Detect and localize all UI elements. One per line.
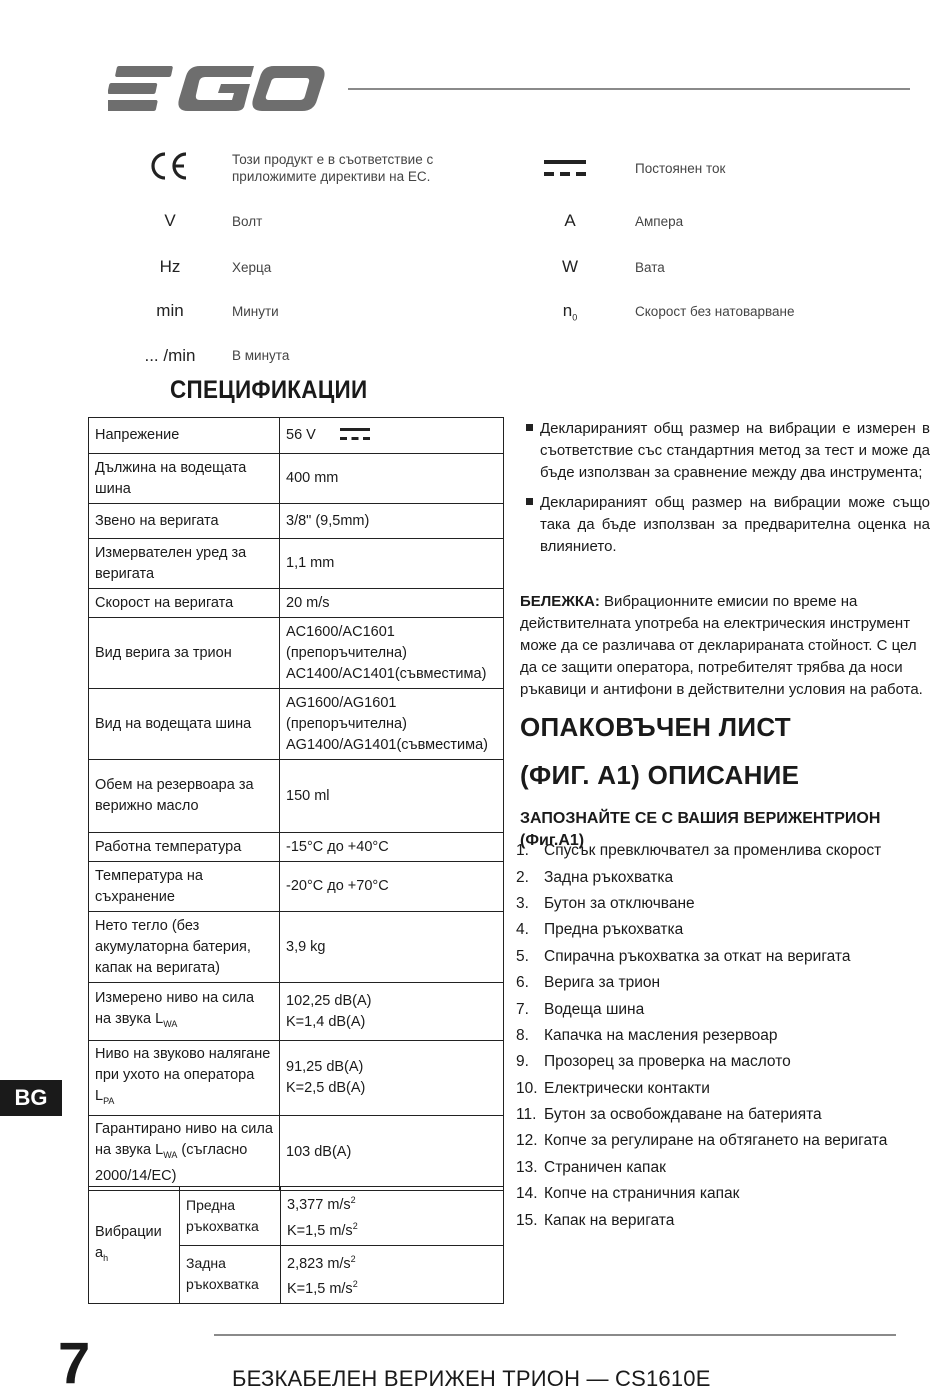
list-item-label: Предна ръкохватка xyxy=(544,921,684,939)
list-item xyxy=(516,1023,936,1049)
no-load-speed-symbol: $n_0$ xyxy=(562,301,578,323)
list-item-label: Бутон за отключване xyxy=(544,894,695,912)
description-title: (ФИГ. A1) ОПИСАНИЕ xyxy=(520,760,800,790)
note-paragraph xyxy=(520,591,930,701)
list-item-number: 9. xyxy=(516,1053,529,1071)
list-item-number: 7. xyxy=(516,1000,529,1018)
no-load-speed-description: Скорост без натоварване xyxy=(635,304,795,319)
list-item xyxy=(516,917,936,943)
list-item-number: 4. xyxy=(516,921,529,939)
bullet-item: Декларираният общ размер на вибрации може също така да бъде използван за предварителна оценка на влиянието. xyxy=(520,492,930,558)
vibration-position: Предна ръкохватка xyxy=(180,1187,281,1246)
table-row xyxy=(89,1115,504,1190)
know-your-chainsaw-title: ЗАПОЗНАЙТЕ СЕ С ВАШИЯ ВЕРИЖЕНТРИОН (Фиг.A1) xyxy=(520,810,881,849)
ego-logo xyxy=(108,62,328,116)
bullet-item: Декларираният общ размер на вибрации е измерен в съответствие със стандартния метод за тест и може да бъде използван за сравнение между два инструмента; xyxy=(520,418,930,484)
spec-value: AG1600/AG1601 (препоръчителна) AG1400/AG1401(съвместима) xyxy=(280,689,504,760)
table-row xyxy=(89,912,504,983)
spec-key: Звено на веригата xyxy=(89,504,280,539)
specifications-title: СПЕЦИФИКАЦИИ xyxy=(170,376,368,404)
list-item xyxy=(516,1207,936,1233)
spec-key: Вид на водещата шина xyxy=(89,689,280,760)
spec-value: -20°C до +70°C xyxy=(280,862,504,912)
list-item-number: 8. xyxy=(516,1026,529,1044)
list-item-number: 11. xyxy=(516,1106,537,1124)
spec-value: 150 ml xyxy=(280,760,504,833)
packing-list-title: ОПАКОВЪЧЕН ЛИСТ xyxy=(520,712,791,742)
list-item xyxy=(516,944,936,970)
table-row xyxy=(89,760,504,833)
spec-value: -15°C до +40°C xyxy=(280,833,504,862)
list-item-label: Прозорец за проверка на маслото xyxy=(544,1053,791,1071)
specifications-table xyxy=(88,417,504,1191)
vibration-bullets xyxy=(520,418,930,558)
spec-key: Измерено ниво на сила на звука $L_{WA}$ xyxy=(89,983,280,1041)
table-row xyxy=(89,539,504,589)
parts-list xyxy=(516,838,936,1234)
list-item xyxy=(516,1049,936,1075)
vibration-value: 2,823 $m/s^2$ K=1,5 $m/s^2$ xyxy=(281,1245,504,1304)
list-item xyxy=(516,1181,936,1207)
list-item-number: 6. xyxy=(516,974,529,992)
spec-key: Ниво на звуково налягане при ухото на оператора $L_{PA}$ xyxy=(89,1041,280,1116)
spec-value: 103 dB(A) xyxy=(280,1115,504,1190)
table-row xyxy=(89,589,504,618)
list-item-number: 14. xyxy=(516,1185,538,1203)
list-item-number: 13. xyxy=(516,1158,538,1176)
note-label: БЕЛЕЖКА: xyxy=(520,593,600,610)
spec-value: 400 mm xyxy=(280,454,504,504)
table-row xyxy=(89,689,504,760)
list-item-label: Страничен капак xyxy=(544,1158,666,1176)
table-row xyxy=(89,983,504,1041)
spec-key: Обем на резервоара за верижно масло xyxy=(89,760,280,833)
spec-value: 20 m/s xyxy=(280,589,504,618)
table-row xyxy=(89,862,504,912)
list-item-label: Верига за трион xyxy=(544,974,661,992)
hertz-description: Херца xyxy=(232,260,272,275)
spec-key: Скорост на веригата xyxy=(89,589,280,618)
hertz-symbol: Hz xyxy=(159,257,181,276)
ampere-description: Ампера xyxy=(635,214,684,229)
list-item-label: Капак на веригата xyxy=(544,1211,675,1229)
list-item xyxy=(516,864,936,890)
list-item xyxy=(516,1076,936,1102)
header-rule xyxy=(348,88,910,90)
list-item-number: 5. xyxy=(516,947,529,965)
list-item xyxy=(516,996,936,1022)
list-item xyxy=(516,891,936,917)
per-minute-description: В минута xyxy=(232,348,290,363)
spec-key: Дължина на водещата шина xyxy=(89,454,280,504)
note-text: Вибрационните емисии по време на действителната употреба на електрическия инструмент може да се различава от декларираната стойност. С цел да се защити оператора, потребителят трябва да носи ръкавици и антифони в действителни условия на работа. xyxy=(520,593,923,698)
spec-value: 1,1 mm xyxy=(280,539,504,589)
watt-symbol: W xyxy=(561,257,579,276)
table-row xyxy=(89,618,504,689)
spec-key: Нето тегло (без акумулаторна батерия, капак на веригата) xyxy=(89,912,280,983)
ampere-symbol: A xyxy=(564,211,576,230)
list-item-number: 12. xyxy=(516,1132,538,1150)
table-row xyxy=(89,1187,504,1246)
volt-symbol: V xyxy=(164,211,176,230)
minutes-description: Минути xyxy=(232,304,279,319)
page-number: 7 xyxy=(58,1331,91,1396)
per-minute-symbol: ... /min xyxy=(144,346,196,365)
spec-key: Измервателен уред за веригата xyxy=(89,539,280,589)
table-row xyxy=(89,418,504,454)
ce-description: Този продукт е в съответствие с приложимите директиви на ЕС. xyxy=(232,152,434,184)
language-badge: BG xyxy=(0,1080,62,1116)
list-item-label: Копче на страничния капак xyxy=(544,1185,740,1203)
spec-value: 91,25 dB(A) K=2,5 dB(A) xyxy=(280,1041,504,1116)
spec-value: 3/8" (9,5mm) xyxy=(280,504,504,539)
list-item-label: Спусък превключвател за променлива скорост xyxy=(544,842,882,860)
list-item-label: Спирачна ръкохватка за откат на веригата xyxy=(544,947,851,965)
minutes-symbol: min xyxy=(156,301,184,320)
vibration-table xyxy=(88,1186,504,1304)
list-item xyxy=(516,1102,936,1128)
list-item xyxy=(516,1155,936,1181)
table-row xyxy=(89,833,504,862)
list-item-number: 1. xyxy=(516,842,529,860)
list-item xyxy=(516,1128,936,1154)
list-item xyxy=(516,838,936,864)
spec-value: 56 V xyxy=(280,418,504,454)
list-item-label: Копче за регулиране на обтягането на веригата xyxy=(544,1132,888,1150)
footer-rule xyxy=(214,1334,896,1336)
watt-description: Вата xyxy=(635,260,665,275)
spec-value: 102,25 dB(A) K=1,4 dB(A) xyxy=(280,983,504,1041)
spec-value: AC1600/AC1601 (препоръчителна) AC1400/AC1401(съвместима) xyxy=(280,618,504,689)
spec-key: Температура на съхранение xyxy=(89,862,280,912)
spec-key: Вид верига за трион xyxy=(89,618,280,689)
vibration-value: 3,377 $m/s^2$ K=1,5 $m/s^2$ xyxy=(281,1187,504,1246)
ce-mark-icon xyxy=(148,150,192,182)
spec-key: Напрежение xyxy=(89,418,280,454)
list-item-label: Водеща шина xyxy=(544,1000,645,1018)
table-row xyxy=(89,454,504,504)
list-item-number: 15. xyxy=(516,1211,538,1229)
list-item-number: 3. xyxy=(516,894,529,912)
dc-description: Постоянен ток xyxy=(635,161,726,176)
list-item-label: Електрически контакти xyxy=(544,1079,710,1097)
table-row xyxy=(89,1041,504,1116)
vibration-label: Вибрации $a_h$ xyxy=(89,1187,180,1304)
direct-current-icon xyxy=(544,158,586,180)
list-item-label: Бутон за освобождаване на батерията xyxy=(544,1106,822,1124)
spec-key: Работна температура xyxy=(89,833,280,862)
list-item-number: 10. xyxy=(516,1079,538,1097)
spec-key: Гарантирано ниво на сила на звука $L_{WA}$ (съгласно 2000/14/ЕС) xyxy=(89,1115,280,1190)
vibration-position: Задна ръкохватка xyxy=(180,1245,281,1304)
footer-title: БЕЗКАБЕЛЕН ВЕРИЖЕН ТРИОН — CS1610E xyxy=(232,1366,711,1391)
list-item xyxy=(516,970,936,996)
table-row xyxy=(89,504,504,539)
spec-value: 3,9 kg xyxy=(280,912,504,983)
list-item-number: 2. xyxy=(516,868,529,886)
list-item-label: Капачка на масления резервоар xyxy=(544,1026,778,1044)
volt-description: Волт xyxy=(232,214,263,229)
direct-current-icon xyxy=(340,427,370,443)
list-item-label: Задна ръкохватка xyxy=(544,868,674,886)
